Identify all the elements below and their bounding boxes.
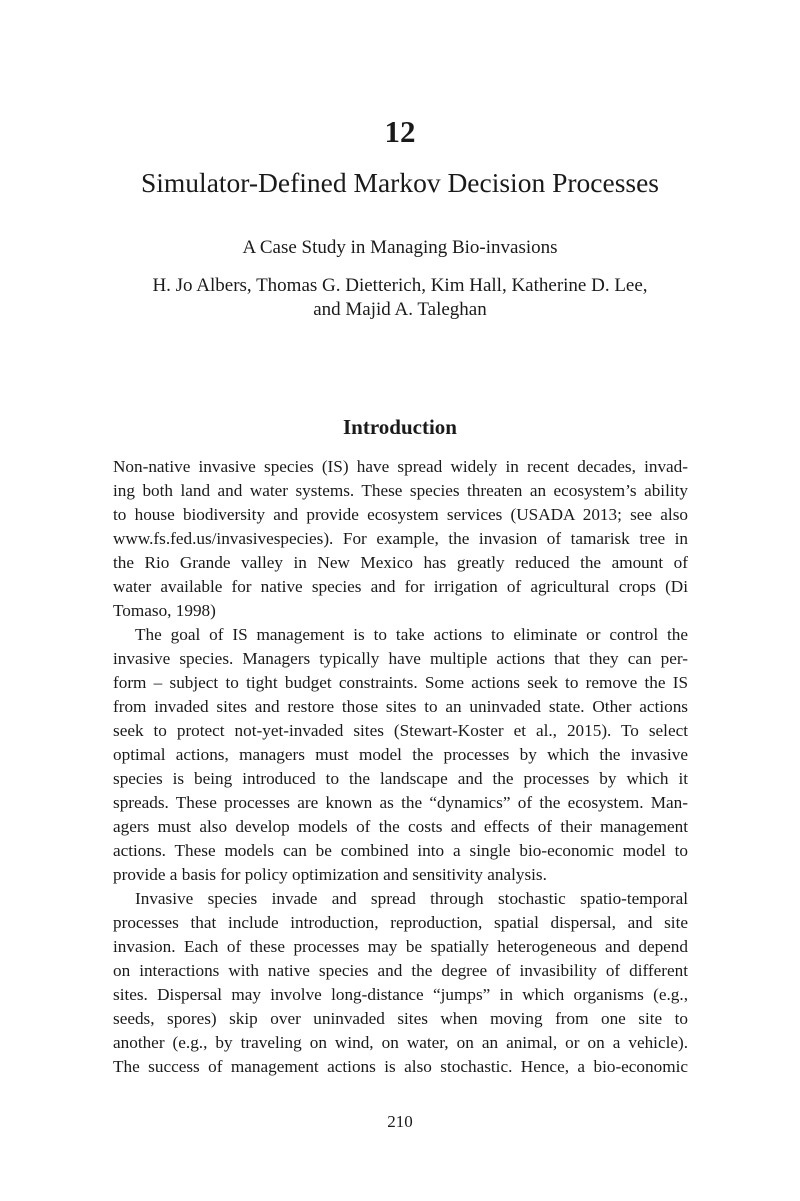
page-number: 210 [387,1112,413,1131]
text-line: www.fs.fed.us/invasivespecies). For example, the invasion of tamarisk tree in [113,529,688,548]
text-line: the Rio Grande valley in New Mexico has greatly reduced the amount of [113,553,688,572]
text-line: from invaded sites and restore those sites to an uninvaded state. Other actions [113,697,688,716]
author-list [0,274,800,322]
text-line: processes that include introduction, reproduction, spatial dispersal, and site [113,913,688,932]
text-line: Invasive species invade and spread through stochastic spatio-temporal [135,889,688,908]
chapter-title: Simulator-Defined Markov Decision Processes [140,167,659,198]
text-line: invasion. Each of these processes may be spatially heterogeneous and depend [113,937,688,956]
text-line: species is being introduced to the landscape and the processes by which it [113,769,688,788]
body-text [113,455,688,1079]
text-line: on interactions with native species and the degree of invasibility of different [113,961,688,980]
text-line: seeds, spores) skip over uninvaded sites when moving from one site to [113,1009,688,1028]
text-line: water available for native species and for irrigation of agricultural crops (Di [113,577,688,596]
text-line: sites. Dispersal may involve long-distance “jumps” in which organisms (e.g., [113,985,688,1004]
author-line: and Majid A. Taleghan [313,299,487,320]
section-heading: Introduction [343,415,457,439]
text-line: provide a basis for policy optimization and sensitivity analysis. [113,865,547,884]
text-line: another (e.g., by traveling on wind, on water, on an animal, or on a vehicle). [113,1033,688,1052]
text-line: Tomaso, 1998) [113,601,216,620]
text-line: agers must also develop models of the costs and effects of their management [113,817,688,836]
text-line: actions. These models can be combined into a single bio-economic model to [113,841,688,860]
chapter-number: 12 [384,114,416,149]
text-line: invasive species. Managers typically have multiple actions that they can per- [113,649,688,668]
text-line: Non-native invasive species (IS) have spread widely in recent decades, invad- [113,457,688,476]
text-line: spreads. These processes are known as the “dynamics” of the ecosystem. Man- [113,793,688,812]
text-line: to house biodiversity and provide ecosystem services (USADA 2013; see also [113,505,688,524]
text-line: The success of management actions is also stochastic. Hence, a bio-economic [113,1057,688,1076]
text-line: form – subject to tight budget constraints. Some actions seek to remove the IS [113,673,688,692]
author-line: H. Jo Albers, Thomas G. Dietterich, Kim Hall, Katherine D. Lee, [152,275,648,296]
text-line: optimal actions, managers must model the processes by which the invasive [113,745,688,764]
text-line: ing both land and water systems. These species threaten an ecosystem’s ability [113,481,688,500]
text-line: seek to protect not-yet-invaded sites (Stewart-Koster et al., 2015). To select [113,721,688,740]
text-line: The goal of IS management is to take actions to eliminate or control the [135,625,688,644]
chapter-subtitle: A Case Study in Managing Bio-invasions [242,237,558,258]
